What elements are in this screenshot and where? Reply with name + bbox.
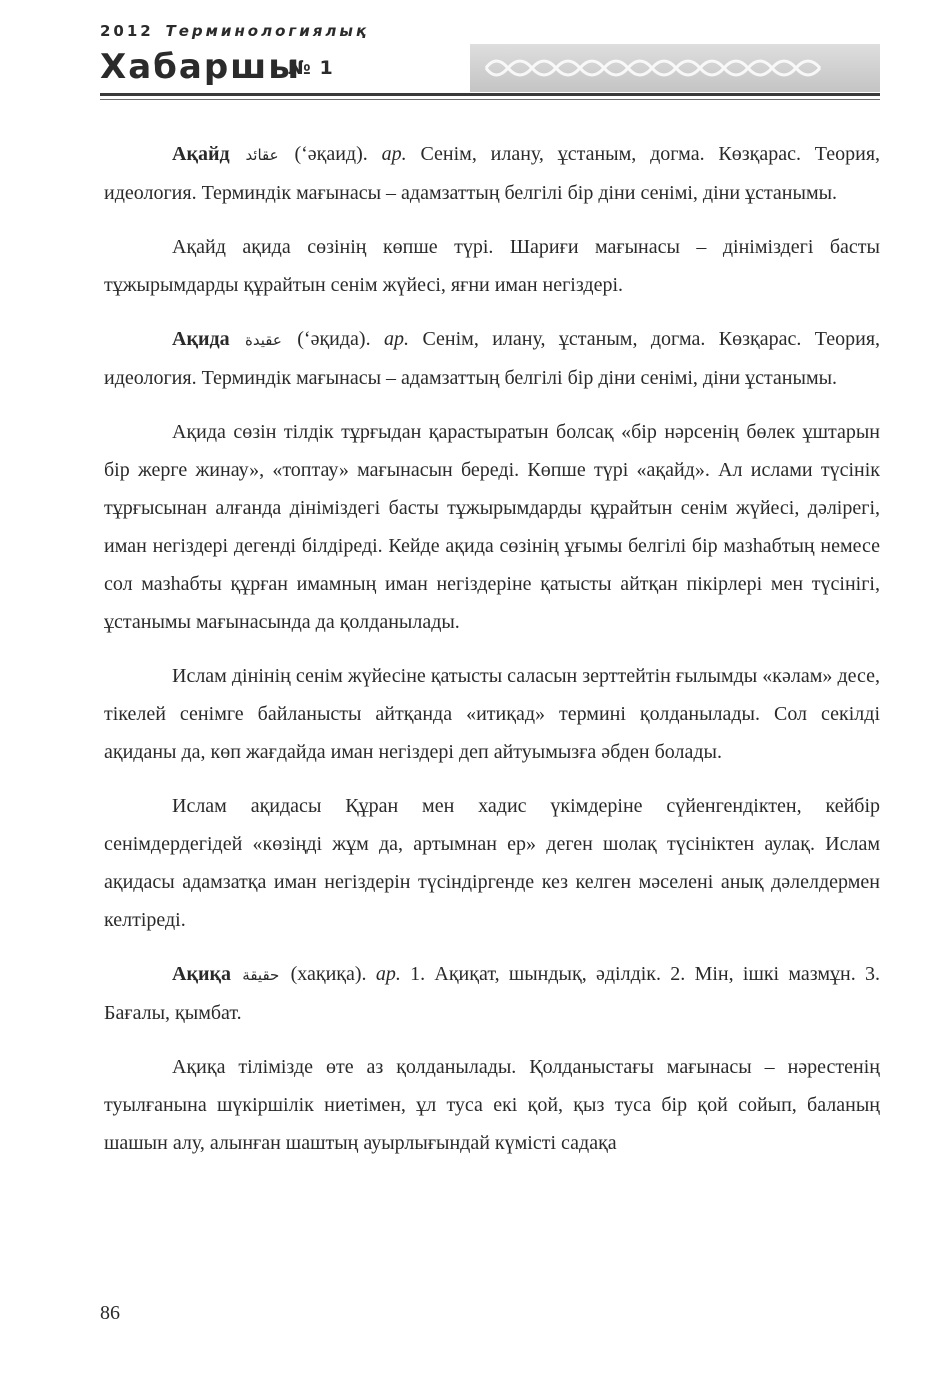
paragraph: Ақиқа тілімізде өте аз қолданылады. Қолданыстағы мағынасы – нәрестенің туылғанына шүкіршілік ниетімен, ұл туса екі қой, қыз туса бір қой сойып, баланың шашын алу, алынған шаштың ауырлығындай күмісті садақа [104,1056,880,1154]
transliteration: (‘әқаид). [294,143,368,165]
journal-title: Хабаршы [100,47,302,87]
transliteration: (‘әқида). [297,328,371,350]
entry-definition: Сенім, илану, ұстаным, догма. Көзқарас. Теория, идеология. Терминдік мағынасы – адамзаттың белгілі бір діни сенімі, діни ұстанымы. [104,143,881,204]
arabic-word: عقائد [245,146,279,164]
header-rule-thick [100,93,880,96]
entry-akaid [104,135,880,212]
ornament-band [470,44,880,92]
language-label: ар. [375,963,401,985]
header-rule-thin [100,99,880,100]
running-header-series [100,22,369,40]
entry-akida [104,320,880,397]
paragraph: Ислам дінінің сенім жүйесіне қатысты саласын зерттейтін ғылымды «кәлам» десе, тікелей сенімге байланысты айтқанда «итиқад» термині қолданылады. Сол секілді ақиданы да, көп жағдайда иман негіздері деп айтуымызға әбден болады. [104,665,880,763]
dictionary-text [104,135,880,1178]
transliteration: (хақиқа). [290,963,367,985]
arabic-word: عقيدة [245,331,282,349]
ornament-pattern-icon [476,48,874,88]
paragraph: Ақайд ақида сөзінің көпше түрі. Шариғи мағынасы – дініміздегі басты тұжырымдарды құрайтын сенім жүйесі, яғни иман негіздері. [104,236,880,296]
arabic-word: حقيقة [242,966,280,984]
entry-definition: 1. Ақиқат, шындық, әділдік. 2. Мін, ішкі мазмұн. 3. Бағалы, қымбат. [104,963,881,1024]
issue-number: № 1 [288,57,334,79]
header-year: 2012 [100,22,154,40]
paragraph: Ислам ақидасы Құран мен хадис үкімдеріне сүйенгендіктен, кейбір сенімдердегідей «көзіңді жұм да, артымнан ер» деген шолақ түсініктен аулақ. Ислам ақидасы адамзатқа иман негіздерін түсіндіргенде кез келген мәселені анық дәлелдермен келтіреді. [104,795,880,931]
language-label: ар. [384,328,410,350]
entry-term: Ақайд [172,143,230,165]
paragraph: Ақида сөзін тілдік тұрғыдан қарастыратын болсақ «бір нәрсенің бөлек ұштарын бір жерге жинау», «топтау» мағынасын береді. Көпше түрі «ақайд». Ал ислами түсінік тұрғысынан алғанда дініміздегі басты тұжырымдарды құрайтын сенім жүйесі, дәлірегі, иман негіздері дегенді білдіреді. Кейде ақида сөзінің ұғымы белгілі бір мазһабтың немесе сол мазһабты құрған имамның иман негіздеріне қатысты айтқан пікірлері мен түсінігі, ұстанымы мағынасында да қолданылады. [104,421,880,633]
entry-akika [104,955,880,1032]
entry-term: Ақиқа [172,963,232,985]
entry-term: Ақида [172,328,230,350]
page-number: 86 [100,1302,120,1324]
entry-definition: Сенім, илану, ұстаным, догма. Көзқарас. Теория, идеология. Терминдік мағынасы – адамзаттың белгілі бір діни сенімі, діни ұстанымы. [104,328,881,389]
language-label: ар. [381,143,407,165]
header-series: Терминологиялық [165,22,370,40]
